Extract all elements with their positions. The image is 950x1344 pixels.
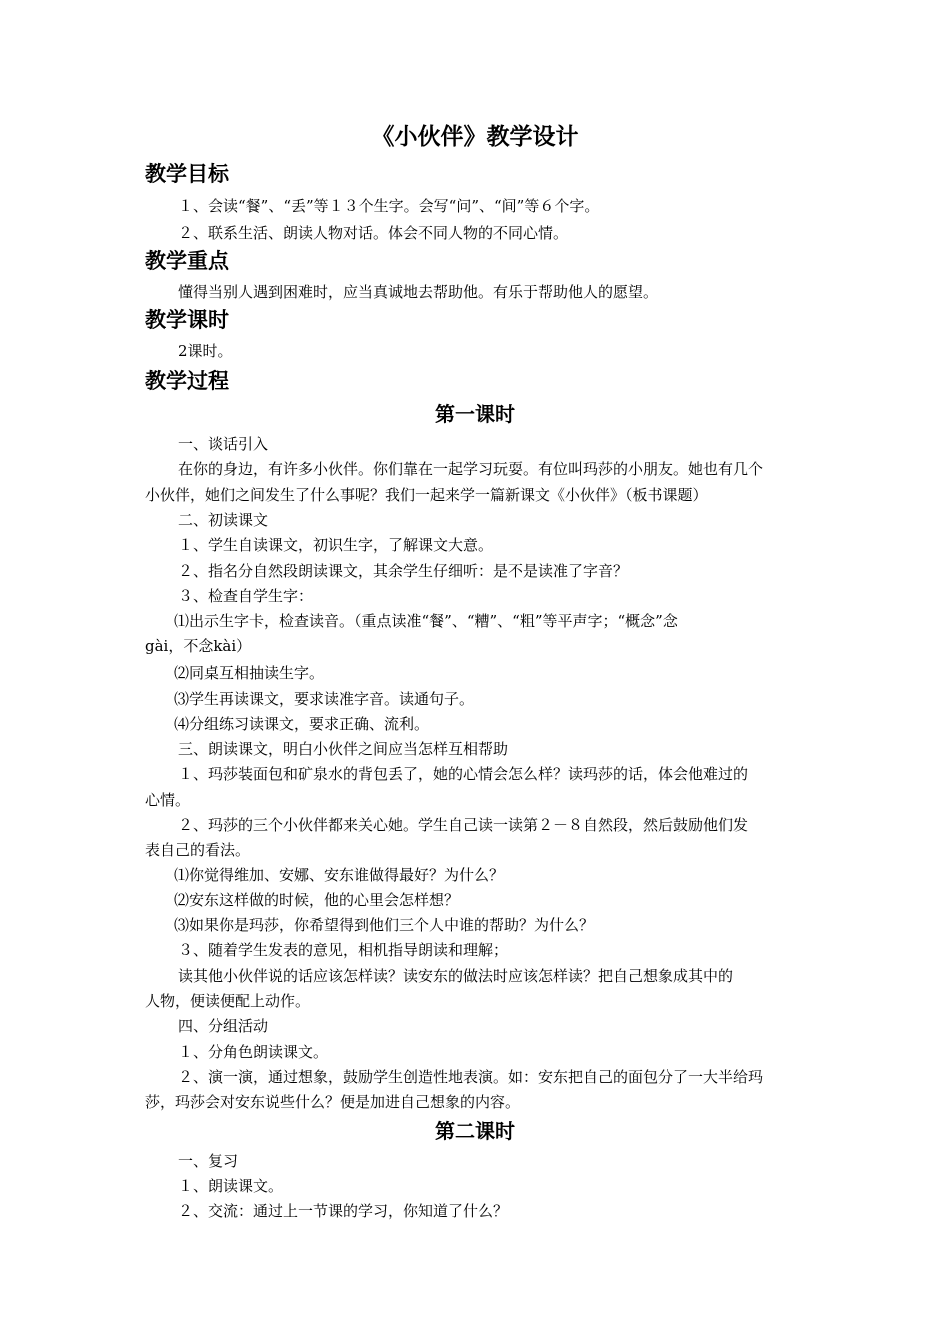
lesson2-line: １、朗读课文。 xyxy=(178,1177,284,1195)
lesson1-line: ⑶学生再读课文，要求读准字音。读通句子。 xyxy=(174,690,475,708)
heading-teaching-goals: 教学目标 xyxy=(145,162,229,186)
lesson1-line: ⑴出示生字卡，检查读音。（重点读准“餐”、“糟”、“粗”等平声字；“概念”念 xyxy=(174,612,678,630)
lesson1-line: １、学生自读课文，初识生字，了解课文大意。 xyxy=(178,536,494,554)
lesson1-line: 人物，便读便配上动作。 xyxy=(145,992,311,1010)
heading-teaching-focus: 教学重点 xyxy=(145,249,229,273)
lesson1-line: ⑴你觉得维加、安娜、安东谁做得最好？为什么？ xyxy=(174,866,505,884)
lesson1-line: 一、谈话引入 xyxy=(178,435,269,453)
lesson1-line: ⑷分组练习读课文，要求正确、流利。 xyxy=(174,715,430,733)
heading-teaching-process: 教学过程 xyxy=(145,369,229,393)
lesson1-line: ３、随着学生发表的意见，相机指导朗读和理解； xyxy=(178,941,509,959)
lesson2-line: ２、交流：通过上一节课的学习，你知道了什么？ xyxy=(178,1202,509,1220)
lesson1-line: ３、检查自学生字： xyxy=(178,587,314,605)
lesson1-line: １、玛莎装面包和矿泉水的背包丢了，她的心情会怎么样？读玛莎的话，体会他难过的 xyxy=(178,765,749,783)
lesson1-line: 心情。 xyxy=(145,791,191,809)
lesson2-heading: 第二课时 xyxy=(435,1119,515,1143)
lesson1-line: ２、指名分自然段朗读课文，其余学生仔细听：是不是读准了字音？ xyxy=(178,562,629,580)
lesson1-line: 四、分组活动 xyxy=(178,1017,269,1035)
lesson1-line: 表自己的看法。 xyxy=(145,841,251,859)
lesson1-line: 小伙伴，她们之间发生了什么事呢？我们一起来学一篇新课文《小伙伴》（板书课题） xyxy=(145,486,708,504)
lesson1-line: ２、演一演，通过想象，鼓励学生创造性地表演。如：安东把自己的面包分了一大半给玛 xyxy=(178,1068,764,1086)
lesson1-line: 在你的身边，有许多小伙伴。你们靠在一起学习玩耍。有位叫玛莎的小朋友。她也有几个 xyxy=(178,460,764,478)
lesson1-line: ⑵安东这样做的时候，他的心里会怎样想？ xyxy=(174,891,460,909)
goal-item-1: １、会读“餐”、“丢”等１３个生字。会写“问”、“间”等６个字。 xyxy=(178,197,600,215)
goal-item-2: ２、联系生活、朗读人物对话。体会不同人物的不同心情。 xyxy=(178,224,569,242)
lesson2-line: 一、复习 xyxy=(178,1152,239,1170)
lesson1-line: 三、朗读课文，明白小伙伴之间应当怎样互相帮助 xyxy=(178,740,509,758)
lesson1-line: 二、初读课文 xyxy=(178,511,269,529)
lesson1-line: １、分角色朗读课文。 xyxy=(178,1043,329,1061)
hours-text: 2课时。 xyxy=(178,342,233,360)
lesson1-line: gài，不念kài） xyxy=(145,637,252,655)
lesson1-line: 莎，玛莎会对安东说些什么？便是加进自己想象的内容。 xyxy=(145,1093,521,1111)
document-title: 《小伙伴》教学设计 xyxy=(371,123,579,150)
lesson1-line: ⑵同桌互相抽读生字。 xyxy=(174,664,325,682)
lesson1-line: 读其他小伙伴说的话应该怎样读？读安东的做法时应该怎样读？把自己想象成其中的 xyxy=(178,967,734,985)
lesson1-line: ２、玛莎的三个小伙伴都来关心她。学生自己读一读第２－８自然段，然后鼓励他们发 xyxy=(178,816,749,834)
focus-text: 懂得当别人遇到困难时，应当真诚地去帮助他。有乐于帮助他人的愿望。 xyxy=(178,283,659,301)
lesson1-heading: 第一课时 xyxy=(435,402,515,426)
heading-teaching-hours: 教学课时 xyxy=(145,308,229,332)
lesson1-line: ⑶如果你是玛莎，你希望得到他们三个人中谁的帮助？为什么？ xyxy=(174,916,595,934)
